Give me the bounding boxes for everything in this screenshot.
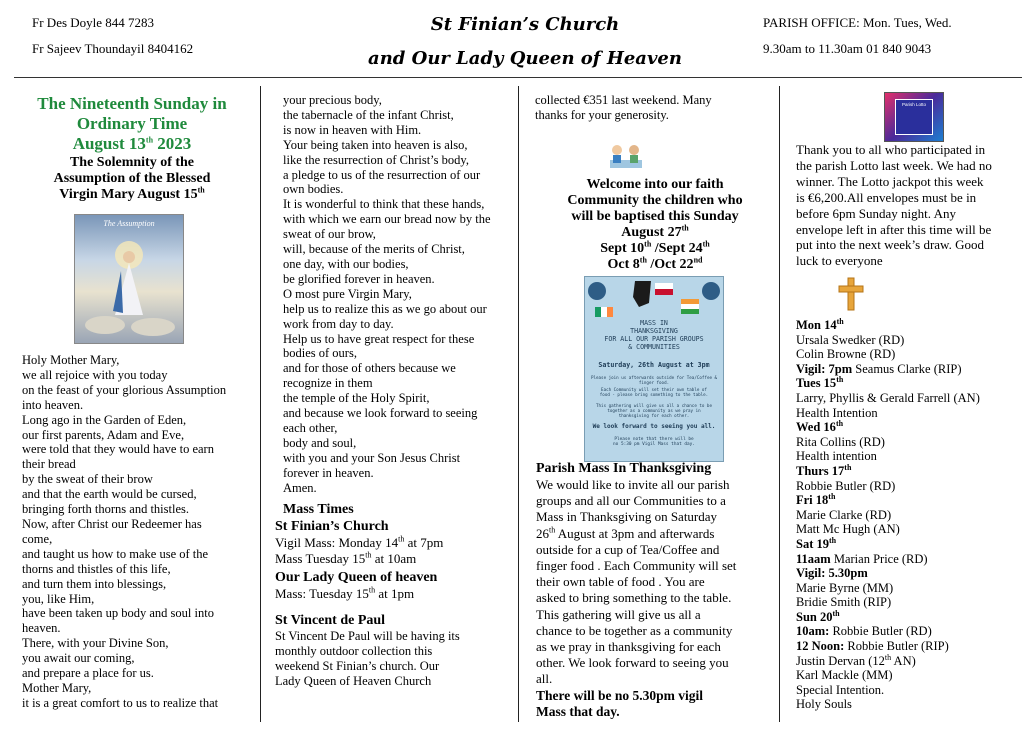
prayer-line: and because we look forward to seeing: [283, 406, 478, 421]
prayer-line: each other,: [283, 420, 338, 435]
prayer-line: There, with your Divine Son,: [22, 636, 169, 651]
priest-contact-1: Fr Des Doyle 844 7283: [32, 15, 155, 30]
day-saturday: Sat 19th: [796, 535, 837, 551]
children-baptism-icon: [604, 140, 648, 174]
prayer-line: the temple of the Holy Spirit,: [283, 391, 430, 406]
olqh-heading: Our Lady Queen of heaven: [275, 570, 438, 585]
poster-line: Please join us afterwards outside for Tea/Coffee & finger food.: [590, 375, 718, 385]
intention-item: 12 Noon: Robbie Butler (RIP): [796, 639, 949, 654]
prayer-line: you await our coming,: [22, 651, 135, 666]
prayer-line: into heaven.: [22, 397, 84, 412]
intention-item: 11aam Marian Price (RD): [796, 551, 928, 566]
assumption-image-label: The Assumption: [103, 219, 155, 228]
lotto-line: before 6pm Sunday night. Any: [796, 205, 956, 221]
intention-item: Marie Clarke (RD): [796, 507, 892, 522]
office-times: 9.30am to 11.30am 01 840 9043: [763, 41, 932, 56]
lotto-line: is €6,200.All envelopes must be in: [796, 189, 977, 205]
prayer-line: we all rejoice with you today: [22, 367, 168, 382]
column-2: [283, 93, 515, 495]
priest-contact-2: Fr Sajeev Thoundayil 8404162: [32, 41, 194, 56]
prayer-line: and prepare a place for us.: [22, 666, 154, 681]
poster-line: Please note that there will be no 5:30 pm Vigil Mass that day.: [613, 437, 695, 447]
header-divider: [14, 77, 1022, 78]
parish-office-hours: [763, 10, 952, 62]
prayer-line: your precious body,: [283, 93, 382, 107]
baptism-date-oct: Oct 8th /Oct 22nd: [607, 255, 703, 272]
thanksgiving-mass-poster: [584, 276, 724, 462]
church-name-1: St Finian’s Church: [430, 14, 620, 35]
tuesday-mass-time: Mass Tuesday 15th at 10am: [275, 550, 417, 566]
svdp-text-line: Lady Queen of Heaven Church: [275, 673, 432, 688]
poster-flags-icon: [585, 277, 723, 317]
prayer-line: and taught us how to make use of the: [22, 546, 209, 561]
lotto-line: envelope left in after this time will be: [796, 221, 992, 237]
lotto-line: luck to everyone: [796, 253, 883, 269]
intention-item: Health Intention: [796, 405, 878, 420]
prayer-line: have been taken up body and soul into: [22, 606, 214, 621]
prayer-line: Help us to have great respect for these: [283, 331, 475, 346]
st-finians-heading: St Finian’s Church: [275, 519, 389, 534]
intention-item: Health intention: [796, 449, 877, 464]
prayer-line: a pledge to us of the resurrection of our: [283, 167, 481, 182]
column-divider: [518, 86, 519, 722]
cross-icon: [836, 276, 866, 312]
prayer-line: you, like Him,: [22, 591, 95, 606]
prayer-line: and that the earth would be cursed,: [22, 487, 197, 502]
prayer-line: it is a great comfort to us to realize that: [22, 695, 219, 710]
prayer-line: bodies of ours,: [283, 346, 357, 361]
header-contacts: [32, 10, 193, 62]
assumption-prayer: [22, 353, 256, 711]
intention-item: Justin Dervan (12th AN): [796, 652, 916, 668]
intention-item: Matt Mc Hugh (AN): [796, 522, 900, 537]
intention-item: Marie Byrne (MM): [796, 580, 894, 595]
prayer-line: body and soul,: [283, 435, 357, 450]
church-title: [300, 8, 750, 76]
prayer-line: sweat of our brow,: [283, 227, 376, 242]
intention-item: Special Intention.: [796, 682, 885, 697]
poster-line: Each Community will set their own table of food - please bring something to the table.: [599, 387, 709, 397]
lotto-notice: [796, 142, 1028, 269]
intention-item: Colin Browne (RD): [796, 347, 896, 362]
parish-mass-line: as we pray in thanksgiving for each: [536, 639, 721, 655]
intention-item: Rita Collins (RD): [796, 434, 885, 449]
prayer-line: Your being taken into heaven is also,: [283, 137, 468, 152]
welcome-line: Community the children who: [567, 193, 743, 208]
no-vigil-notice: Mass that day.: [536, 703, 620, 719]
collection-line: collected €351 last weekend. Many: [535, 93, 712, 107]
column-divider: [779, 86, 780, 722]
solemnity-line: Virgin Mary August 15th: [59, 185, 205, 202]
prayer-line: were told that they would have to earn: [22, 442, 214, 457]
svdp-text-line: weekend St Finian’s church. Our: [275, 658, 440, 673]
parish-mass-line: other. We look forward to seeing you: [536, 655, 729, 671]
prayer-line: on the feast of your glorious Assumption: [22, 382, 227, 397]
lotto-line: Thank you to all who participated in: [796, 142, 986, 157]
lotto-card-icon: [895, 99, 933, 135]
prayer-line: our first parents, Adam and Eve,: [22, 427, 185, 442]
vigil-mass-time: Vigil Mass: Monday 14th at 7pm: [275, 534, 444, 550]
prayer-line: It is wonderful to think that these hands,: [283, 197, 485, 212]
day-monday: Mon 14th: [796, 316, 844, 332]
sunday-title-line: The Nineteenth Sunday in: [37, 94, 227, 113]
prayer-line: thorns and thistles of this life,: [22, 561, 171, 576]
poster-line: FOR ALL OUR PARISH GROUPS: [604, 335, 704, 343]
lotto-line: the parish Lotto last week. We had no: [796, 157, 992, 173]
intention-item: Bridie Smith (RIP): [796, 595, 892, 610]
parish-mass-line: asked to bring something to the table.: [536, 590, 732, 606]
prayer-line: will, because of the merits of Christ,: [283, 242, 465, 257]
baptism-welcome: [535, 177, 775, 273]
lotto-line: put into the next week’s draw. Good: [796, 237, 984, 253]
svdp-text-line: St Vincent De Paul will be having its: [275, 629, 460, 643]
sunday-title-line: Ordinary Time: [76, 114, 188, 133]
intention-item: 10am: Robbie Butler (RD): [796, 624, 932, 639]
prayer-line: Amen.: [283, 480, 317, 495]
prayer-line: O most pure Virgin Mary,: [283, 286, 412, 301]
svdp-heading: St Vincent de Paul: [275, 613, 386, 628]
assumption-image: [74, 214, 184, 344]
intention-item: Ursala Swedker (RD): [796, 332, 905, 347]
prayer-line: own bodies.: [283, 182, 344, 197]
baptism-date-sept: Sept 10th /Sept 24th: [600, 239, 710, 256]
prayer-line: work from day to day.: [283, 316, 394, 331]
parish-mass-line: We would like to invite all our parish: [536, 477, 730, 492]
prayer-line: come,: [22, 531, 53, 546]
prayer-line: Mother Mary,: [22, 680, 92, 695]
church-name-2: and Our Lady Queen of Heaven: [368, 48, 682, 69]
intention-item: Karl Mackle (MM): [796, 668, 893, 683]
prayer-line: forever in heaven.: [283, 465, 374, 480]
parish-mass-line: 26th August at 3pm and afterwards: [536, 525, 715, 541]
parish-mass-line: their own table of food . You are: [536, 574, 705, 590]
parish-mass-line: chance to be together as a community: [536, 622, 733, 638]
parish-mass-line: finger food . Each Community will set: [536, 558, 737, 574]
intention-item: Larry, Phyllis & Gerald Farrell (AN): [796, 390, 980, 405]
prayer-line: and turn them into blessings,: [22, 576, 167, 591]
poster-line: MASS IN: [640, 319, 668, 327]
no-vigil-notice: There will be no 5.30pm vigil: [536, 687, 704, 703]
lotto-card-label: Parish Lotto: [901, 102, 926, 107]
parish-mass-line: This gathering will give us all a: [536, 606, 701, 622]
collection-thanks: [535, 93, 775, 123]
prayer-line: is now in heaven with Him.: [283, 122, 422, 137]
prayer-line: their bread: [22, 457, 76, 472]
prayer-line: help us to realize this as we go about our: [283, 301, 487, 316]
parish-lotto-image: [884, 92, 944, 142]
virgin-mary-figure-icon: [75, 215, 183, 343]
prayer-line: Now, after Christ our Redeemer has: [22, 516, 202, 531]
prayer-line: and for those of others because we: [283, 361, 456, 376]
prayer-line: by the sweat of their brow: [22, 472, 153, 487]
poster-line: Saturday, 26th August at 3pm: [598, 361, 710, 369]
prayer-line: be glorified forever in heaven.: [283, 271, 435, 286]
solemnity-line: The Solemnity of the: [69, 155, 195, 170]
prayer-line: bringing forth thorns and thistles.: [22, 502, 189, 517]
parish-mass-line: groups and all our Communities to a: [536, 493, 726, 509]
poster-line: & COMMUNITIES: [628, 343, 680, 351]
solemnity-line: Assumption of the Blessed: [53, 171, 211, 186]
day-friday: Fri 18th: [796, 491, 836, 508]
prayer-line: with you and your Son Jesus Christ: [283, 450, 461, 465]
sunday-title: [12, 94, 252, 154]
parish-mass-line: Mass in Thanksgiving on Saturday: [536, 509, 718, 525]
poster-line: We look forward to seeing you all.: [592, 423, 716, 430]
mass-times: [275, 501, 513, 689]
parish-mass-line: all.: [536, 671, 553, 687]
office-days: PARISH OFFICE: Mon. Tues, Wed.: [763, 15, 952, 30]
day-thursday: Thurs 17th: [796, 462, 852, 478]
prayer-line: Long ago in the Garden of Eden,: [22, 412, 187, 427]
mass-times-heading: Mass Times: [283, 502, 354, 517]
intention-item: Vigil: 7pm Seamus Clarke (RIP): [796, 361, 962, 376]
welcome-line: will be baptised this Sunday: [571, 209, 739, 224]
welcome-line: Welcome into our faith: [586, 177, 724, 192]
prayer-line: recognize in them: [283, 376, 373, 391]
lotto-line: winner. The Lotto jackpot this week: [796, 173, 984, 189]
olqh-mass-time: Mass: Tuesday 15th at 1pm: [275, 585, 415, 601]
intention-item: Robbie Butler (RD): [796, 478, 896, 493]
prayer-line: with which we earn our bread now by the: [283, 212, 491, 227]
intention-item: Holy Souls: [796, 697, 852, 712]
column-1: [12, 94, 252, 203]
prayer-line: the tabernacle of the infant Christ,: [283, 107, 454, 122]
prayer-line: Holy Mother Mary,: [22, 353, 120, 367]
solemnity-heading: [12, 155, 252, 203]
intention-item: Vigil: 5.30pm: [796, 566, 868, 581]
collection-line: thanks for your generosity.: [535, 107, 669, 122]
parish-mass-line: outside for a cup of Tea/Coffee and: [536, 541, 720, 557]
sunday-date: August 13th 2023: [72, 134, 192, 153]
prayer-line: heaven.: [22, 621, 61, 636]
prayer-line: like the resurrection of Christ’s body,: [283, 152, 469, 167]
prayer-line: one day, with our bodies,: [283, 256, 409, 271]
baptism-date-aug: August 27th: [621, 223, 689, 240]
day-tuesday: Tues 15th: [796, 375, 844, 391]
parish-mass-thanksgiving: [536, 460, 778, 720]
mass-intentions: [796, 318, 1026, 712]
parish-mass-heading: Parish Mass In Thanksgiving: [536, 461, 712, 476]
day-wednesday: Wed 16th: [796, 419, 844, 435]
svdp-text-line: monthly outdoor collection this: [275, 643, 433, 658]
day-sunday: Sun 20th: [796, 608, 840, 624]
poster-line: THANKSGIVING: [630, 327, 678, 335]
poster-line: This gathering will give us all a chance to be together as a community as we pray in thanksgiving for each other.: [596, 403, 712, 418]
column-divider: [260, 86, 261, 722]
